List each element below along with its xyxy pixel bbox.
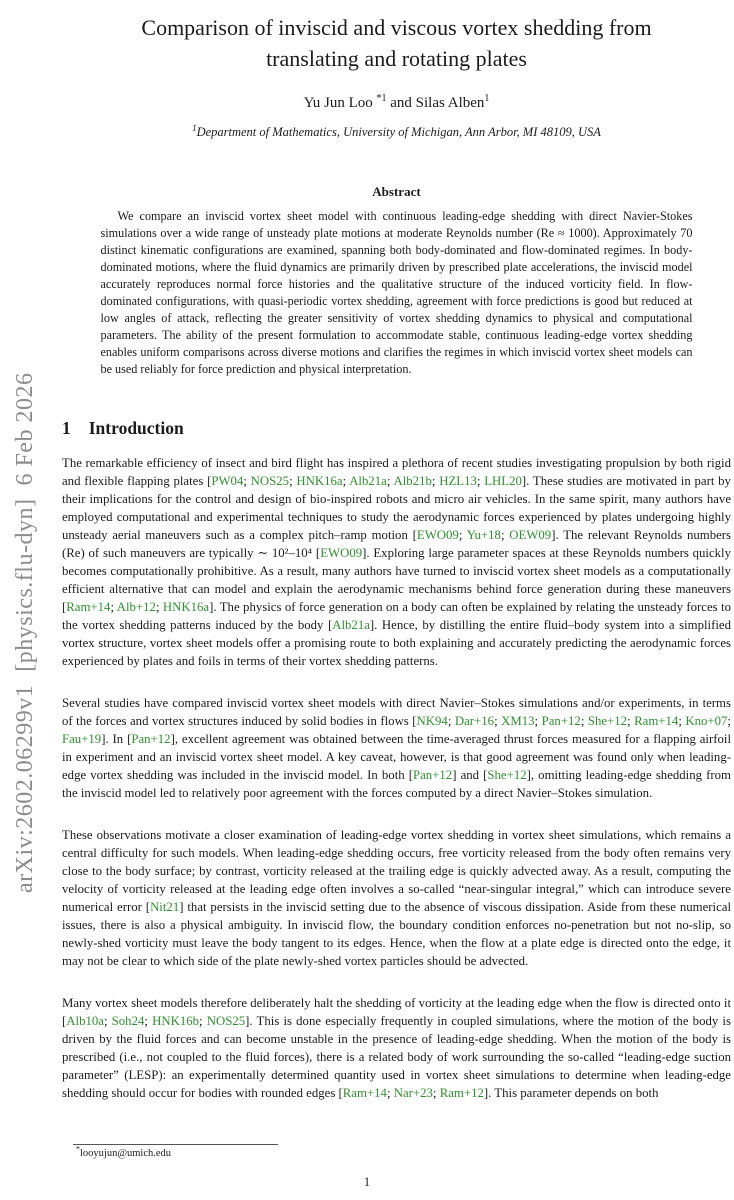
citation-link[interactable]: Alb21a xyxy=(349,473,387,488)
footnote-email-text: looyujun@umich.edu xyxy=(80,1148,172,1159)
citation-link[interactable]: HNK16a xyxy=(162,599,210,614)
citation-link[interactable]: Yu+18 xyxy=(466,527,501,542)
citation-link[interactable]: OEW09 xyxy=(509,527,552,542)
affiliation xyxy=(62,122,731,140)
citation-link[interactable]: Pan+12 xyxy=(541,713,581,728)
affiliation-text: Department of Mathematics, University of Michigan, Ann Arbor, MI 48109, USA xyxy=(196,125,601,139)
paper-title: Comparison of inviscid and viscous vortex shedding from translating and rotating plates xyxy=(141,15,652,71)
citation-link[interactable]: PW04 xyxy=(211,473,244,488)
citation-link[interactable]: Alb21b xyxy=(393,473,432,488)
citation-link[interactable]: HNK16b xyxy=(152,1013,200,1028)
footnote-marker: * xyxy=(76,1144,80,1154)
citation-link[interactable]: Alb10a xyxy=(66,1013,104,1028)
citation-link[interactable]: Pan+12 xyxy=(131,731,171,746)
paragraph: Many vortex sheet models therefore deliberately halt the shedding of vorticity at the leading edge when the flow is directed onto it [Alb10a; Soh24; HNK16b; NOS25]. This is done especially frequently in coupled simulations, where the motion of the body is driven by the fluid forces and can become unstable in the presence of leading-edge shedding. When the motion of the body is prescribed (i.e., not coupled to the fluid forces), there is a related body of work surrounding the so-called “leading-edge suction parameter” (LESP): an experimentally determined quantity used in vortex sheet simulations to determine when leading-edge shedding should occur for bodies with rounded edges [Ram+14; Nar+23; Ram+12]. This parameter depends on both xyxy=(62,995,731,1100)
citation-link[interactable]: Nar+23 xyxy=(393,1085,433,1100)
paper-content xyxy=(62,0,731,1102)
citation-link[interactable]: She+12 xyxy=(587,713,628,728)
page-number: 1 xyxy=(363,1175,371,1189)
abstract-heading: Abstract xyxy=(372,184,421,199)
footnote xyxy=(62,1142,731,1159)
paragraph: Several studies have compared inviscid vortex sheet models with direct Navier–Stokes simulations and/or experiments, in terms of the forces and vortex structures induced by solid bodies in flows [NK94; Dar+16; XM13; Pan+12; She+12; Ram+14; Kno+07; Fau+19]. In [Pan+12], excellent agreement was obtained between the time-averaged thrust forces measured for a flapping airfoil in experiment and an inviscid vortex sheet model. A key caveat, however, is that good agreement was found only when leading-edge vortex shedding was included in the inviscid model. In both [Pan+12] and [She+12], omitting leading-edge shedding from the inviscid model led to relatively poor agreement with the forces computed by a direct Navier–Stokes simulation. xyxy=(62,695,732,800)
citation-link[interactable]: Soh24 xyxy=(111,1013,145,1028)
author-superscript: *1 xyxy=(376,93,387,104)
citation-link[interactable]: NOS25 xyxy=(250,473,290,488)
citation-link[interactable]: Alb+12 xyxy=(116,599,156,614)
citation-link[interactable]: Dar+16 xyxy=(454,713,495,728)
citation-link[interactable]: Pan+12 xyxy=(413,767,453,782)
citation-link[interactable]: Nit21 xyxy=(150,899,180,914)
section-title: Introduction xyxy=(88,418,184,438)
citation-link[interactable]: NOS25 xyxy=(206,1013,246,1028)
citation-link[interactable]: NK94 xyxy=(416,713,448,728)
citation-link[interactable]: Ram+14 xyxy=(634,713,679,728)
citation-link[interactable]: HNK16a xyxy=(296,473,343,488)
citation-link[interactable]: EWO09 xyxy=(416,527,459,542)
footnote-email xyxy=(62,1144,731,1159)
citation-link[interactable]: HZL13 xyxy=(439,473,477,488)
author-line: Yu Jun Loo $^{*1}$ and Silas Alben$^1$ xyxy=(303,93,490,111)
citation-link[interactable]: Alb21a xyxy=(332,617,370,632)
paragraph: The remarkable efficiency of insect and bird flight has inspired a plethora of recent studies investigating propulsion by both rigid and flexible flapping plates [PW04; NOS25; HNK16a; Alb21a; Alb21b; HZL13; LHL20]. These studies are motivated in part by their implications for the control and design of bio-inspired robots and micro air vehicles. In the same spirit, many authors have employed computational and experimental techniques to study the aerodynamic forces experienced by plates undergoing highly unsteady aerial maneuvers such as a complex pitch–ramp motion [EWO09; Yu+18; OEW09]. The relevant Reynolds numbers (Re) of such maneuvers are typically ∼ 10²–10⁴ [EWO09]. Exploring large parameter spaces at these Reynolds numbers quickly becomes computationally prohibitive. As a result, many authors have turned to inviscid vortex sheet models as a computationally efficient alternative that can model and explain the aerodynamic mechanisms behind force generation during these maneuvers [Ram+14; Alb+12; HNK16a]. The physics of force generation on a body can often be explained by relating the unsteady forces to the vortex shedding patterns induced by the body [Alb21a]. Hence, by distilling the entire fluid–body system into a simplified vortex structure, vortex sheet models offer a promising route to both explaining and accurately predicting the aerodynamic forces experienced by plates and foils in terms of their vortex shedding patterns. xyxy=(62,455,732,668)
section-number: 1 xyxy=(62,418,71,438)
author-superscript: 1 xyxy=(484,93,490,104)
affiliation-superscript: 1 xyxy=(192,122,197,133)
citation-link[interactable]: Ram+14 xyxy=(66,599,111,614)
section-heading xyxy=(62,418,731,439)
citation-link[interactable]: Ram+12 xyxy=(439,1085,484,1100)
citation-link[interactable]: EWO09 xyxy=(320,545,363,560)
citation-link[interactable]: LHL20 xyxy=(484,473,522,488)
abstract-text: We compare an inviscid vortex sheet model with continuous leading-edge shedding with direct Navier-Stokes simulations over a wide range of unsteady plate motions at moderate Reynolds number (Re ≈ 1000). Approximately 70 distinct kinematic configurations are examined, spanning both body-dominated and flow-dominated regimes. In body-dominated motions, where the fluid dynamics are primarily driven by prescribed plate accelerations, the inviscid model accurately reproduces normal force histories and the qualitative structure of the induced vorticity field. In flow-dominated configurations, with quasi-periodic vortex shedding, agreement with force predictions is good but reduced at low angles of attack, reflecting the greater sensitivity of vortex shedding dynamics to physical and computational parameters. The ability of the present formulation to accommodate stable, continuous leading-edge vortex shedding enables uniform comparisons across diverse motions and clarifies the regimes in which inviscid vortex sheet models can be used reliably for force prediction and physical interpretation. xyxy=(100,209,693,376)
citation-link[interactable]: Ram+14 xyxy=(342,1085,387,1100)
citation-link[interactable]: She+12 xyxy=(487,767,527,782)
citation-link[interactable]: Kno+07 xyxy=(685,713,728,728)
arxiv-stamp: arXiv:2602.06299v1 [physics.flu-dyn] 6 Feb 2026 xyxy=(12,372,38,893)
paragraph: These observations motivate a closer examination of leading-edge vortex shedding in vortex sheet simulations, which remains a central difficulty for such models. When leading-edge shedding occurs, free vorticity released from the body often remains very close to the body surface; by contrast, vorticity released at the trailing edge is quickly advected away. As a result, computing the velocity of vorticity released at the leading edge often involves a so-called “near-singular integral,” which can introduce severe numerical error [Nit21] that persists in the inviscid setting due to the absence of viscous dissipation. Aside from these numerical issues, there is also a physical ambiguity. In inviscid flow, the boundary condition enforces no-penetration but not no-slip, so newly-shed vorticity must leave the body tangent to its edges. Hence, when the flow at a plate edge is directed onto the edge, it may not be clear to which side of the plate newly-shed vortex particles should be advected. xyxy=(62,827,732,968)
citation-link[interactable]: XM13 xyxy=(501,713,535,728)
footnote-divider xyxy=(73,1144,278,1145)
citation-link[interactable]: Fau+19 xyxy=(62,731,102,746)
